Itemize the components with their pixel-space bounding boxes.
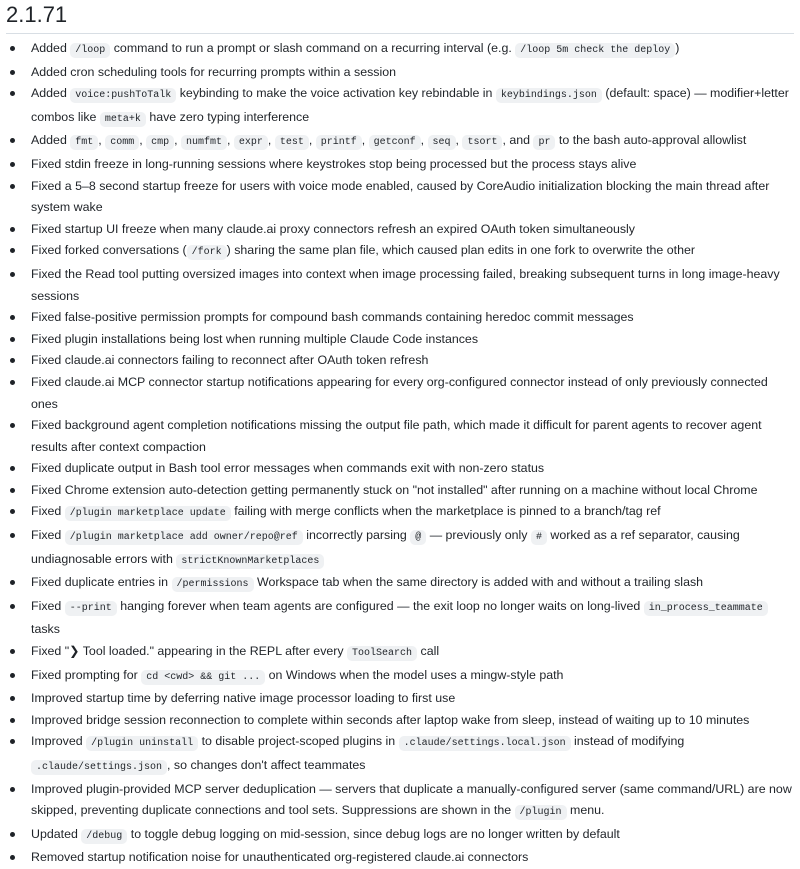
item-text: Workspace tab when the same directory is added with and without a trailing slash (253, 575, 704, 590)
bullet-icon (10, 138, 15, 143)
item-text: Fixed startup UI freeze when many claude.ai proxy connectors refresh an expired OAuth token simultaneously (31, 221, 636, 236)
item-text: instead of modifying (570, 734, 685, 749)
item-text: Fixed (31, 598, 65, 613)
changelog-item (6, 572, 794, 596)
inline-code: test (275, 135, 309, 150)
changelog-item (6, 240, 794, 264)
changelog-item (6, 264, 794, 307)
inline-code: pr (533, 135, 555, 150)
inline-code: /fork (187, 245, 227, 260)
item-text: Fixed false-positive permission prompts for compound bash commands containing heredoc commit messages (31, 310, 634, 325)
changelog-item (6, 824, 794, 848)
bullet-icon (10, 272, 15, 277)
changelog-item (6, 688, 794, 710)
item-text: Added cron scheduling tools for recurring prompts within a session (31, 64, 397, 79)
inline-code: tsort (462, 135, 502, 150)
item-text: — previously only (426, 528, 531, 543)
inline-code: fmt (70, 135, 98, 150)
inline-code: comm (105, 135, 139, 150)
inline-code: .claude/settings.local.json (399, 736, 571, 751)
changelog-item (6, 596, 794, 641)
inline-code: # (531, 530, 547, 545)
changelog-item (6, 641, 794, 665)
bullet-icon (10, 315, 15, 320)
changelog-item (6, 665, 794, 689)
item-text: to the bash auto-approval allowlist (555, 133, 747, 148)
bullet-icon (10, 184, 15, 189)
item-text: tasks (31, 622, 60, 637)
item-text: incorrectly parsing (302, 528, 411, 543)
inline-code: /permissions (172, 577, 254, 592)
bullet-icon (10, 739, 15, 744)
changelog-item (6, 38, 794, 62)
inline-code: /plugin uninstall (86, 736, 198, 751)
inline-code: /loop 5m check the deploy (515, 43, 675, 58)
item-text: Fixed background agent completion notifications missing the output file path, which made it difficult for parent agents to recover agent results after context compaction (31, 418, 762, 454)
bullet-icon (10, 580, 15, 585)
inline-code: /plugin marketplace update (65, 506, 231, 521)
changelog-item (6, 525, 794, 572)
item-text: on Windows when the model uses a mingw-style path (265, 667, 564, 682)
item-text: Removed startup notification noise for unauthenticated org-registered claude.ai connectors (31, 850, 529, 865)
item-text: Fixed duplicate output in Bash tool error messages when commands exit with non-zero status (31, 461, 545, 476)
item-text: to toggle debug logging on mid-session, since debug logs are no longer written by default (127, 826, 620, 841)
inline-code: /debug (81, 829, 127, 844)
bullet-icon (10, 466, 15, 471)
item-text: (default: space) — modifier+letter combos like (31, 86, 789, 124)
item-text: Fixed Chrome extension auto-detection getting permanently stuck on "not installed" after running on a machine without local Chrome (31, 482, 758, 497)
changelog-item (6, 130, 794, 154)
item-text: Fixed plugin installations being lost when running multiple Claude Code instances (31, 331, 479, 346)
bullet-icon (10, 718, 15, 723)
item-text: , (455, 133, 463, 148)
item-text: keybinding to make the voice activation key rebindable in (176, 86, 496, 101)
item-text: menu. (566, 803, 605, 818)
bullet-icon (10, 227, 15, 232)
item-text: Fixed "❯ Tool loaded." appearing in the REPL after every (31, 644, 348, 659)
version-heading: 2.1.71 (6, 0, 794, 34)
inline-code: seq (428, 135, 456, 150)
inline-code: ToolSearch (347, 646, 417, 661)
item-text: Improved bridge session reconnection to complete within seconds after laptop wake from sleep, instead of waiting up to 10 minutes (31, 712, 750, 727)
changelog-item (6, 847, 794, 869)
item-text: worked as a ref separator, causing undiagnosable errors with (31, 528, 740, 566)
bullet-icon (10, 787, 15, 792)
changelog-item (6, 372, 794, 415)
item-text: have zero typing interference (145, 109, 310, 124)
item-text: , (361, 133, 369, 148)
item-text: Added (31, 133, 71, 148)
item-text: Fixed the Read tool putting oversized images into context when image processing failed, breaking subsequent turns in long image-heavy sessions (31, 266, 780, 303)
bullet-icon (10, 70, 15, 75)
changelog-item (6, 350, 794, 372)
item-text: , (227, 133, 234, 148)
inline-code: --print (65, 601, 117, 616)
item-text: to disable project-scoped plugins in (198, 734, 399, 749)
item-text: Fixed duplicate entries in (31, 575, 172, 590)
changelog-item (6, 329, 794, 351)
item-text: ) (675, 41, 680, 55)
bullet-icon (10, 488, 15, 493)
item-text: Improved plugin-provided MCP server deduplication — servers that duplicate a manually-configured server (same command/URL) are now skipped, preventing duplicate connections and tool sets. Suppressions are shown in the (31, 781, 792, 818)
inline-code: numfmt (181, 135, 227, 150)
bullet-icon (10, 604, 15, 609)
bullet-icon (10, 855, 15, 860)
inline-code: strictKnownMarketplaces (176, 554, 324, 569)
changelog-item (6, 731, 794, 778)
item-text: , so changes don't affect teammates (167, 758, 366, 772)
inline-code: cd <cwd> && git ... (141, 670, 265, 685)
item-text: failing with merge conflicts when the marketplace is pinned to a branch/tag ref (230, 504, 661, 519)
inline-code: /plugin (515, 805, 567, 820)
item-text: Improved startup time by deferring native image processor loading to first use (31, 691, 456, 706)
changelog-item (6, 307, 794, 329)
item-text: ) sharing the same plan file, which caused plan edits in one fork to overwrite the other (226, 243, 696, 258)
item-text: , (139, 133, 147, 148)
changelog-item (6, 710, 794, 732)
item-text: Fixed forked conversations ( (31, 243, 187, 258)
inline-code: keybindings.json (496, 88, 602, 103)
item-text: , (308, 133, 316, 148)
bullet-icon (10, 423, 15, 428)
item-text: Added (31, 41, 71, 55)
inline-code: .claude/settings.json (31, 760, 167, 775)
bullet-icon (10, 46, 15, 51)
changelog-item (6, 176, 794, 219)
inline-code: in_process_teammate (644, 601, 768, 616)
changelog-list (6, 34, 794, 869)
inline-code: /loop (70, 43, 110, 58)
bullet-icon (10, 380, 15, 385)
item-text: Fixed a 5–8 second startup freeze for users with voice mode enabled, caused by CoreAudio initialization blocking the main thread after system wake (31, 178, 770, 215)
item-text: , (98, 133, 106, 148)
bullet-icon (10, 649, 15, 654)
bullet-icon (10, 162, 15, 167)
changelog-item (6, 779, 794, 824)
changelog-item (6, 458, 794, 480)
item-text: , and (502, 133, 534, 148)
inline-code: @ (410, 530, 426, 545)
item-text: Fixed claude.ai connectors failing to reconnect after OAuth token refresh (31, 353, 429, 368)
item-text: Fixed claude.ai MCP connector startup notifications appearing for every org-configured connector instead of only previously connected ones (31, 374, 768, 411)
item-text: Fixed prompting for (31, 667, 142, 682)
bullet-icon (10, 248, 15, 253)
item-text: Fixed (31, 504, 65, 519)
changelog-item (6, 62, 794, 84)
inline-code: cmp (146, 135, 174, 150)
bullet-icon (10, 337, 15, 342)
changelog-item (6, 501, 794, 525)
bullet-icon (10, 832, 15, 837)
inline-code: getconf (369, 135, 421, 150)
item-text: Improved (31, 734, 87, 749)
changelog-item (6, 219, 794, 241)
bullet-icon (10, 696, 15, 701)
item-text: Added (31, 86, 71, 101)
changelog-item (6, 154, 794, 176)
bullet-icon (10, 533, 15, 538)
item-text: , (420, 133, 428, 148)
inline-code: /plugin marketplace add owner/repo@ref (65, 530, 303, 545)
item-text: Fixed stdin freeze in long-running sessions where keystrokes stop being processed but the process stays alive (31, 156, 637, 171)
changelog-item (6, 480, 794, 502)
item-text: , (174, 133, 181, 148)
item-text: , (267, 133, 275, 148)
item-text: hanging forever when team agents are configured — the exit loop no longer waits on long-lived (116, 598, 644, 613)
item-text: command to run a prompt or slash command on a recurring interval (e.g. (110, 41, 516, 55)
changelog-item (6, 415, 794, 458)
changelog-item (6, 83, 794, 130)
inline-code: printf (316, 135, 362, 150)
inline-code: voice:pushToTalk (70, 88, 176, 103)
bullet-icon (10, 673, 15, 678)
item-text: call (417, 644, 440, 659)
bullet-icon (10, 358, 15, 363)
item-text: Updated (31, 826, 82, 841)
item-text: Fixed (31, 528, 65, 543)
inline-code: meta+k (100, 112, 146, 127)
bullet-icon (10, 509, 15, 514)
bullet-icon (10, 91, 15, 96)
inline-code: expr (234, 135, 268, 150)
